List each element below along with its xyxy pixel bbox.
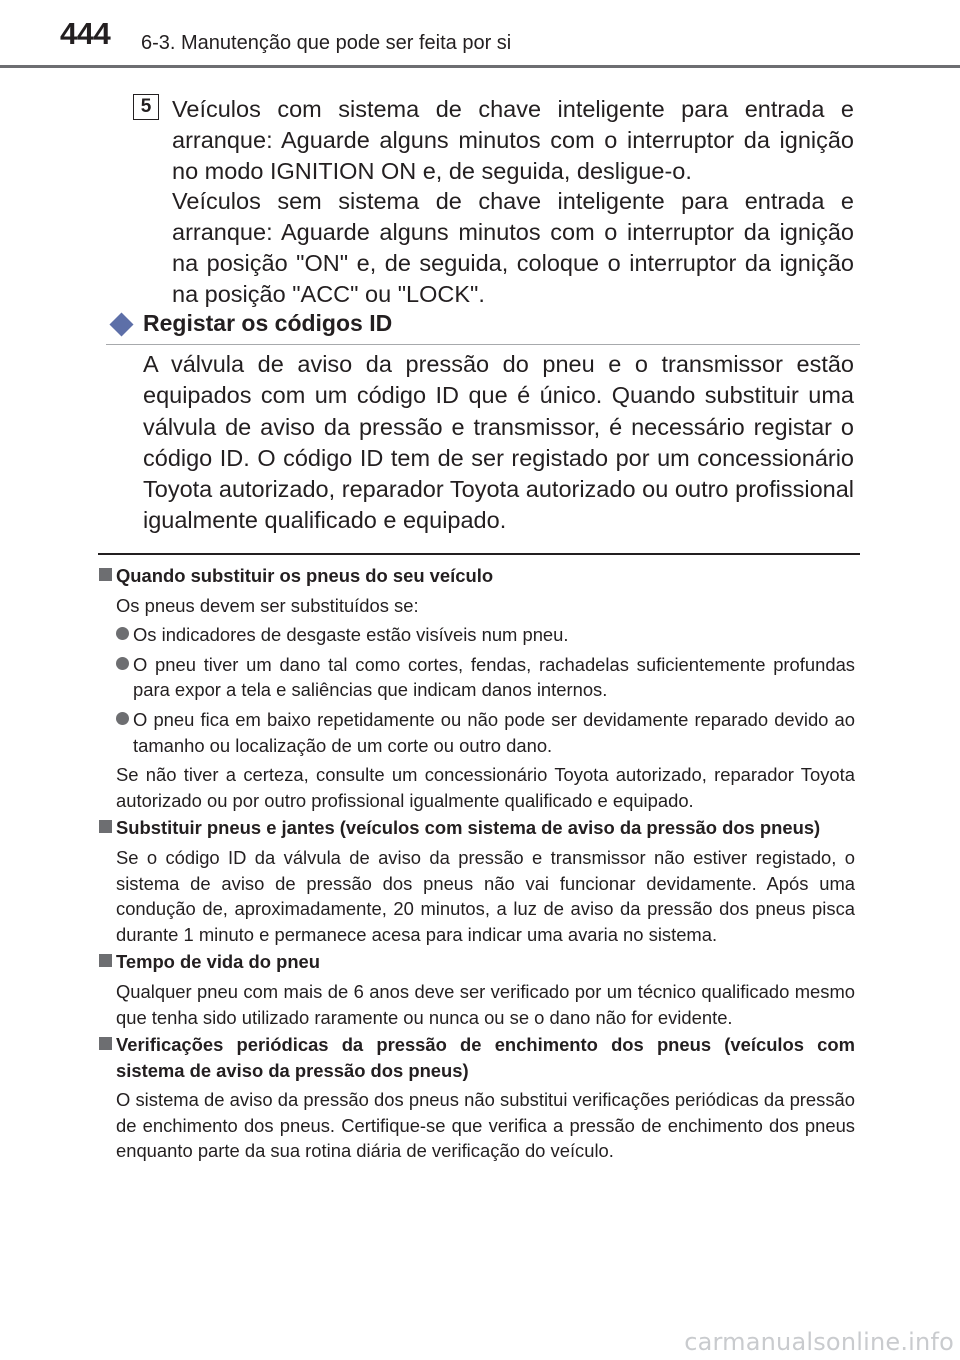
square-bullet-icon: [99, 1037, 112, 1050]
circle-bullet-icon: [116, 627, 129, 640]
square-bullet-icon: [99, 568, 112, 581]
step-instructions: [172, 94, 854, 310]
subsection-body: A válvula de aviso da pressão do pneu e o transmissor estão equipados com um código ID que é único. Quando substituir uma válvula de aviso da pressão e transmissor, é necessário registar o código ID. O código ID tem de ser registado por um concessionário Toyota autorizado, reparador Toyota autorizado ou outro profissional igualmente qualificado e equipado.: [143, 351, 854, 534]
note-text: Qualquer pneu com mais de 6 anos deve ser verificado por um técnico qualificado mesmo que tenha sido utilizado raramente ou nunca ou se o dano não for evidente.: [116, 980, 855, 1028]
bullet-item: [116, 622, 855, 648]
bullet-text: O pneu tiver um dano tal como cortes, fendas, rachadelas suficientemente profundas para expor a tela e saliências que indicam danos internos.: [133, 653, 855, 701]
bullet-item: [116, 707, 855, 758]
bullet-text: Os indicadores de desgaste estão visíveis num pneu.: [133, 624, 569, 646]
note-title: Tempo de vida do pneu: [116, 951, 321, 973]
section-title: 6-3. Manutenção que pode ser feita por si: [141, 32, 512, 54]
step-paragraph: Veículos com sistema de chave inteligente para entrada e arranque: Aguarde alguns minutos com o interruptor da ignição no modo IGNITION ON e, de seguida, desligue-o.: [172, 96, 854, 184]
subsection-heading: [106, 308, 860, 345]
notes-section: [98, 563, 855, 1164]
bullet-text: O pneu fica em baixo repetidamente ou não pode ser devidamente reparado devido ao tamanho ou localização de um corte ou outro dano.: [133, 708, 855, 756]
watermark: carmanualsonline.info: [684, 1328, 954, 1356]
square-bullet-icon: [99, 820, 112, 833]
note-title: Quando substituir os pneus do seu veículo: [116, 565, 494, 586]
note-item: [98, 815, 855, 947]
note-item: [98, 563, 855, 813]
note-item: [98, 949, 855, 1030]
square-bullet-icon: [99, 954, 112, 967]
circle-bullet-icon: [116, 712, 129, 725]
step-number-box: 5: [133, 94, 159, 120]
note-outro: Se não tiver a certeza, consulte um concessionário Toyota autorizado, reparador Toyota autorizado ou por outro profissional igualmente qualificado e equipado.: [116, 764, 855, 811]
note-intro: Os pneus devem ser substituídos se:: [116, 594, 419, 616]
circle-bullet-icon: [116, 657, 129, 670]
bullet-item: [116, 652, 855, 703]
note-title: Substituir pneus e jantes (veículos com sistema de aviso da pressão dos pneus): [116, 817, 821, 839]
subsection-heading-text: Registar os códigos ID: [143, 310, 393, 336]
step-paragraph: Veículos sem sistema de chave inteligente para entrada e arranque: Aguarde alguns minutos com o interruptor da ignição na posição "ON" e, de seguida, coloque o interruptor da ignição na posição "ACC" ou "LOCK".: [172, 188, 854, 307]
diamond-bullet-icon: [109, 312, 133, 336]
header-divider: [0, 65, 960, 68]
note-item: [98, 1032, 855, 1164]
page-header: [0, 0, 960, 70]
page-number: 444: [60, 16, 111, 51]
note-title: Verificações periódicas da pressão de enchimento dos pneus (veículos com sistema de aviso da pressão dos pneus): [116, 1034, 855, 1081]
notes-divider: [98, 553, 860, 555]
note-text: Se o código ID da válvula de aviso da pressão e transmissor não estiver registado, o sistema de aviso de pressão dos pneus não vai funcionar devidamente. Após uma condução de, aproximadamente, 20 minutos, a luz de aviso da pressão dos pneus pisca durante 1 minuto e permanece acesa para indicar uma avaria no sistema.: [116, 846, 855, 945]
note-text: O sistema de aviso da pressão dos pneus não substitui verificações periódicas da pressão de enchimento dos pneus. Certifique-se que verifica a pressão de enchimento dos pneus enquanto parte da sua rotina diária de verificação do veículo.: [116, 1089, 855, 1162]
